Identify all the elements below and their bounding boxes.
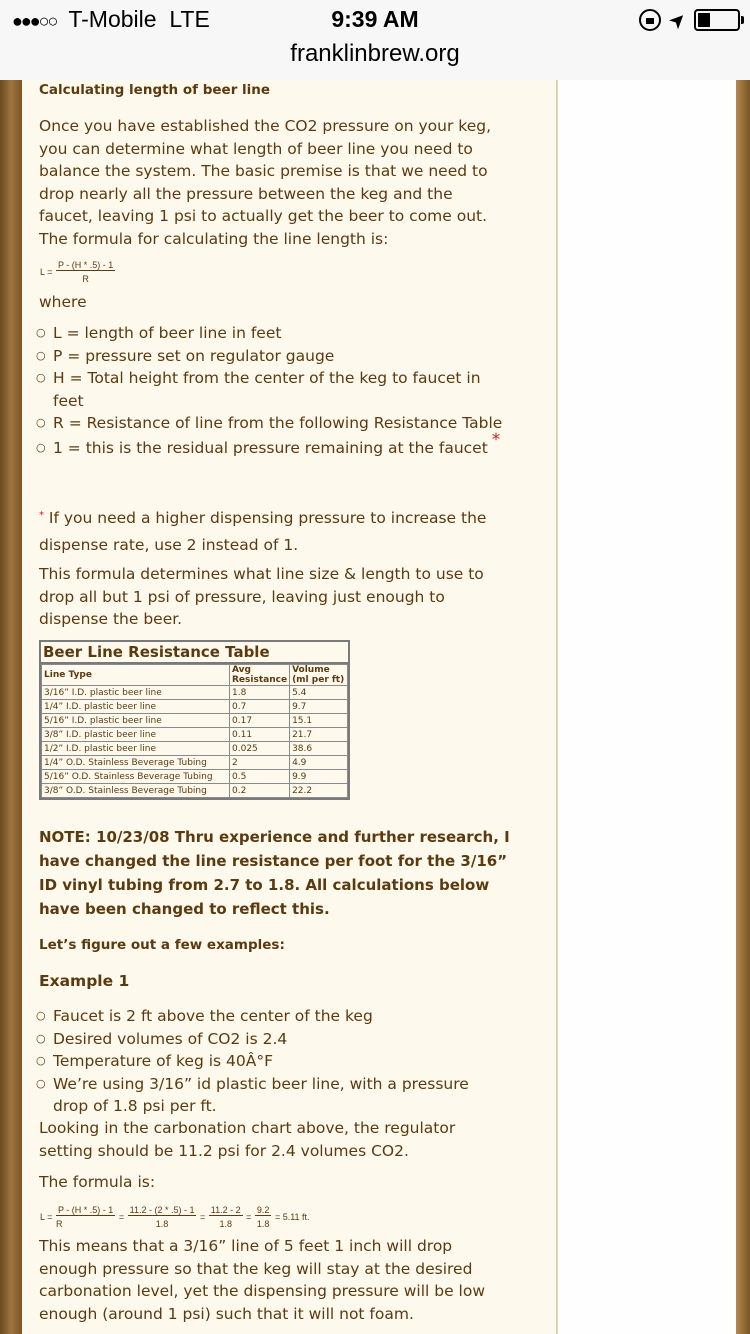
page-frame-left [0,80,22,1334]
battery-icon [694,9,740,31]
list-item: ○ Faucet is 2 ft above the center of the keg [36,1005,506,1028]
status-icons [639,5,740,35]
list-item: ○ L = length of beer line in feet [36,322,506,345]
list-item: ○ Desired volumes of CO2 is 2.4 [36,1028,506,1051]
carrier-name: T-Mobile [68,6,157,32]
definitions-list [36,322,506,461]
address-bar[interactable]: franklinbrew.org [290,40,460,67]
article [22,80,557,1334]
signal-dots-icon: ●●●○○ [12,11,57,31]
list-item: ○ 1 = this is the residual pressure remaining at the faucet * [36,435,506,461]
table-row: 5/16” O.D. Stainless Beverage Tubing 0.5 9.9 [42,770,348,784]
conclusion-paragraph: This means that a 3/16” line of 5 feet 1 inch will drop enough pressure so that the keg will stay at the desired carbonation level, yet the dispensing pressure will be low enough (around 1 psi) such that it will not foam. [39,1237,486,1323]
table-row: 3/16” I.D. plastic beer line 1.8 5.4 [42,686,348,700]
table-row: 5/16” I.D. plastic beer line 0.17 15.1 [42,714,348,728]
page-frame-right [736,80,750,1334]
list-item: ○ P = pressure set on regulator gauge [36,345,506,368]
location-arrow-icon: ➤ [663,5,693,35]
col-avg-resistance: Avg Resistance [230,665,290,686]
example-title: Example 1 [39,972,130,990]
example-paragraph: Looking in the carbonation chart above, the regulator setting should be 11.2 psi for 2.4 volumes CO2. [39,1119,456,1160]
list-item: ○ R = Resistance of line from the following Resistance Table [36,412,506,435]
table-title: Beer Line Resistance Table [41,642,348,664]
formula-label: The formula is: [39,1173,156,1191]
network-type: LTE [169,6,210,32]
status-bar [0,0,750,81]
section-heading: Calculating length of beer line [39,82,271,98]
table-row: 1/2” I.D. plastic beer line 0.025 38.6 [42,742,348,756]
table-row: 3/8” O.D. Stainless Beverage Tubing 0.2 22.2 [42,784,348,798]
line-length-formula: L = $\frac{P - (H * .5) - 1}{R}$ [40,260,114,284]
table-row: 3/8” I.D. plastic beer line 0.11 21.7 [42,728,348,742]
list-item: ○ H = Total height from the center of the keg to faucet in feet [36,367,506,412]
note-paragraph: NOTE: 10/23/08 Thru experience and further research, I have changed the line resistance per foot for the 3/16” ID vinyl tubing from 2.7 to 1.8. All calculations below have been changed to reflect this. [39,828,510,918]
list-item: ○ We’re using 3/16” id plastic beer line, with a pressure drop of 1.8 psi per ft. [36,1073,506,1118]
example-list [36,1005,506,1118]
col-volume: Volume (ml per ft) [290,665,348,686]
col-line-type: Line Type [42,665,230,686]
sidebar [557,80,737,1334]
worked-formula: L = $\frac{P - (H * .5) - 1}{R}$ = $\frac{11.2 - (2 * .5) - 1}{1.8}$ = $\frac{11.2 - 2}{1.8}$ = $\frac{9.2}{1.8}$ = 5.11 ft. [40,1205,310,1229]
intro-paragraph: Once you have established the CO2 pressure on your keg, you can determine what length of beer line you need to balance the system. The basic premise is that we need to drop nearly all the pressure between the keg and the faucet, leaving 1 psi to actually get the beer to come out. The formula for calculating the line length is: [39,117,492,248]
resistance-table [39,640,350,800]
footnote: * If you need a higher dispensing pressure to increase the dispense rate, use 2 instead of 1. [39,509,487,554]
orientation-lock-icon [639,9,661,31]
clock: 9:39 AM [331,6,419,32]
examples-heading: Let’s figure out a few examples: [39,937,285,953]
summary-paragraph: This formula determines what line size & length to use to drop all but 1 psi of pressure, leaving just enough to dispense the beer. [39,565,484,628]
table-row: 1/4” I.D. plastic beer line 0.7 9.7 [42,700,348,714]
list-item: ○ Temperature of keg is 40Â°F [36,1050,506,1073]
footnote-star: * [491,429,501,450]
table-row: 1/4” O.D. Stainless Beverage Tubing 2 4.9 [42,756,348,770]
where-label: where [39,293,87,311]
